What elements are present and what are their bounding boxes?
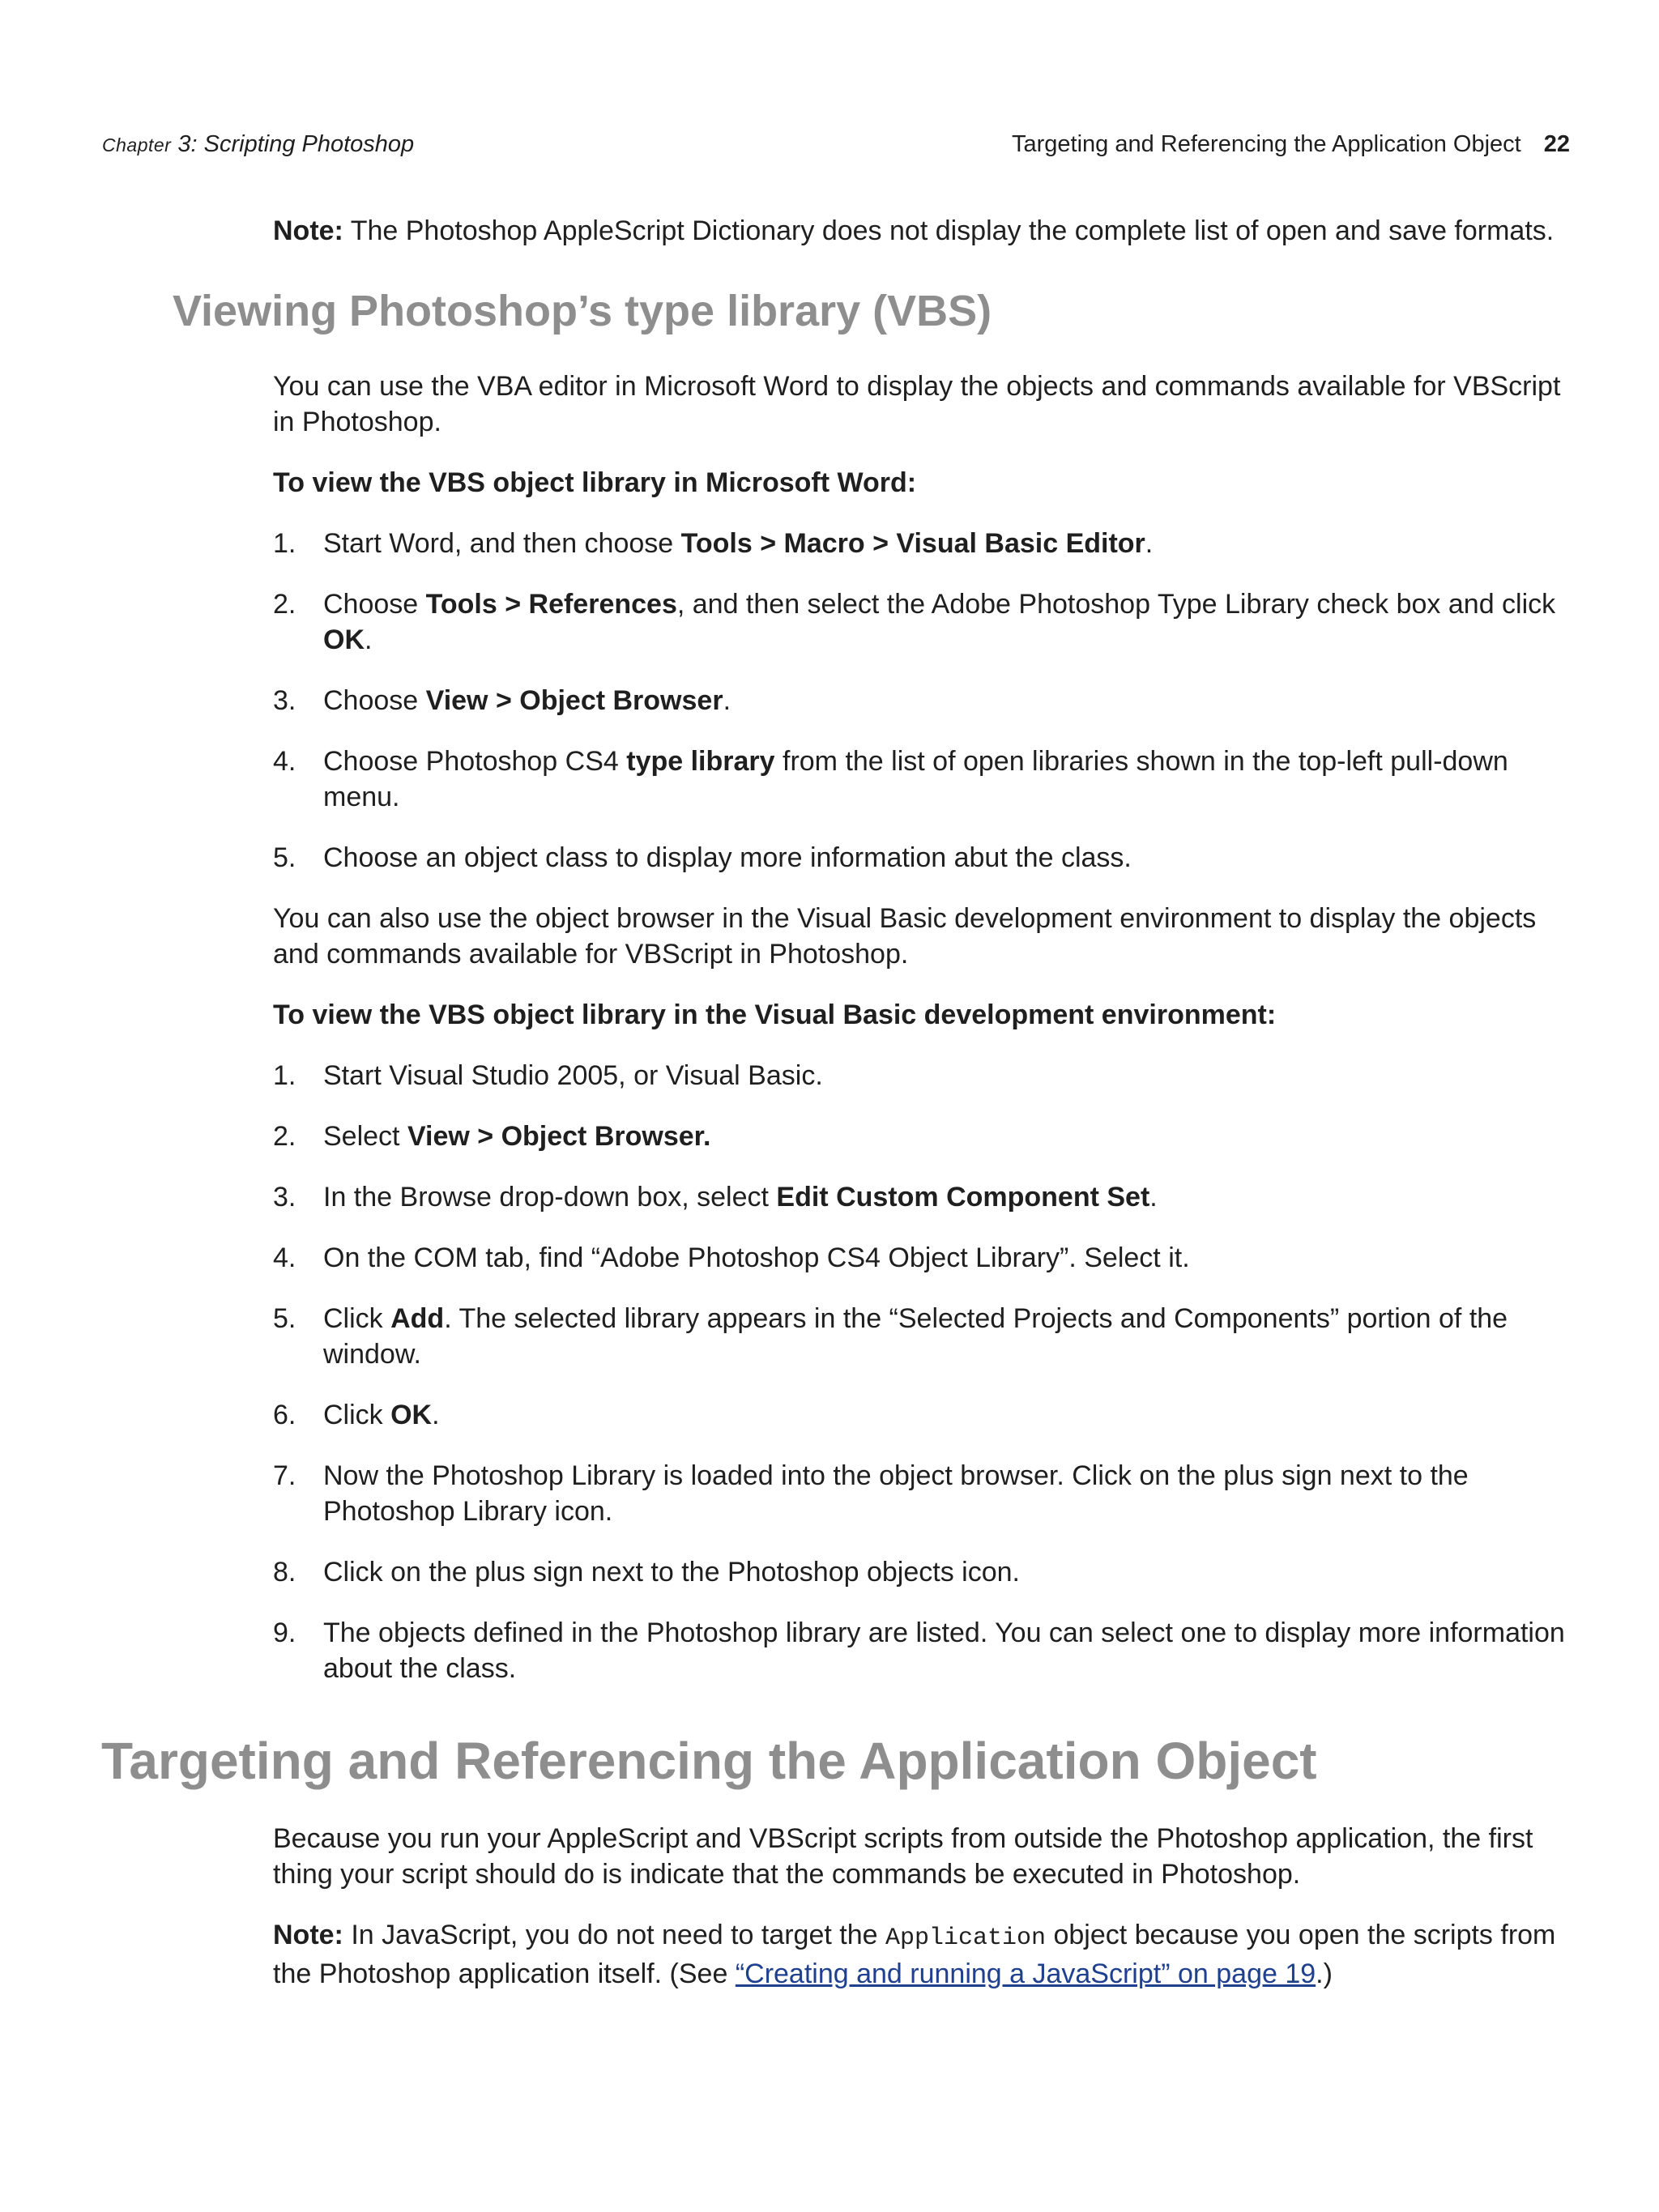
note-dictionary <box>273 213 1573 249</box>
note-text-after: .) <box>1316 1958 1333 1989</box>
step-text: Choose an object class to display more information abut the class. <box>323 842 1132 873</box>
running-header-chapter <box>102 128 414 161</box>
step-text: from the list of open libraries shown in the top-left pull-down menu. <box>323 746 1508 812</box>
list-item <box>273 1301 1573 1372</box>
step-number: 5. <box>273 842 296 873</box>
procedure-heading-word: To view the VBS object library in Microsoft Word: <box>273 467 917 498</box>
step-number: 4. <box>273 1242 296 1273</box>
list-item <box>273 1397 1573 1433</box>
step-number: 9. <box>273 1617 296 1648</box>
step-number: 6. <box>273 1400 296 1430</box>
steps-word <box>273 526 1573 876</box>
step-emphasis: Tools > References <box>425 589 677 620</box>
step-number: 2. <box>273 1121 296 1152</box>
page-header <box>102 128 1570 160</box>
step-text: . <box>1149 1182 1158 1213</box>
step-emphasis: type library <box>626 746 775 777</box>
note-text: The Photoshop AppleScript Dictionary does not display the complete list of open and save formats. <box>343 215 1555 246</box>
step-text: Now the Photoshop Library is loaded into the object browser. Click on the plus sign next to the Photoshop Library icon. <box>323 1460 1469 1527</box>
header-section-title: Targeting and Referencing the Application Object <box>1011 131 1521 157</box>
list-item <box>273 1240 1573 1276</box>
step-text: Click on the plus sign next to the Photoshop objects icon. <box>323 1557 1020 1588</box>
step-text: Choose Photoshop CS4 <box>323 746 627 777</box>
chapter-prefix: Chapter <box>102 134 172 156</box>
targeting-para: Because you run your AppleScript and VBScript scripts from outside the Photoshop application, the first thing your script should do is indicate that the commands be executed in Photoshop. <box>273 1823 1533 1890</box>
step-text: The objects defined in the Photoshop library are listed. You can select one to display more information about the class. <box>323 1617 1565 1684</box>
section-heading-targeting: Targeting and Referencing the Application Object <box>101 1732 1317 1790</box>
step-text: . The selected library appears in the “Selected Projects and Components” portion of the window. <box>323 1303 1508 1370</box>
list-item <box>273 1458 1573 1529</box>
list-item <box>273 526 1573 561</box>
list-item <box>273 1119 1573 1154</box>
step-text: . <box>365 624 373 655</box>
step-number: 3. <box>273 1182 296 1213</box>
step-emphasis: View > Object Browser. <box>407 1121 711 1152</box>
list-item <box>273 1179 1573 1215</box>
step-text: Click <box>323 1303 391 1334</box>
step-emphasis: Add <box>390 1303 445 1334</box>
step-number: 3. <box>273 685 296 716</box>
step-number: 7. <box>273 1460 296 1491</box>
step-text: Start Word, and then choose <box>323 528 681 559</box>
step-text: Choose <box>323 685 426 716</box>
step-number: 8. <box>273 1557 296 1588</box>
vbs-middle-para: You can also use the object browser in the Visual Basic development environment to display the objects and commands available for VBScript in Photoshop. <box>273 903 1537 970</box>
step-text: Start Visual Studio 2005, or Visual Basic. <box>323 1060 823 1091</box>
note-javascript <box>273 1917 1573 1992</box>
step-number: 1. <box>273 1060 296 1091</box>
step-text: , and then select the Adobe Photoshop Type Library check box and click <box>676 589 1556 620</box>
step-number: 1. <box>273 528 296 559</box>
list-item <box>273 1058 1573 1093</box>
step-emphasis: Tools > Macro > Visual Basic Editor <box>680 528 1145 559</box>
step-emphasis: OK <box>390 1400 433 1430</box>
list-item <box>273 840 1573 876</box>
list-item <box>273 744 1573 815</box>
step-number: 5. <box>273 1303 296 1334</box>
vbs-intro: You can use the VBA editor in Microsoft Word to display the objects and commands available for VBScript in Photoshop. <box>273 371 1561 437</box>
section-heading-vbs: Viewing Photoshop’s type library (VBS) <box>173 287 992 335</box>
step-text: On the COM tab, find “Adobe Photoshop CS4 Object Library”. Select it. <box>323 1242 1190 1273</box>
running-header-section <box>1012 128 1570 160</box>
code-application: Application <box>885 1924 1047 1952</box>
step-text: Select <box>323 1121 407 1152</box>
list-item <box>273 683 1573 718</box>
step-emphasis: OK <box>323 624 365 655</box>
step-emphasis: View > Object Browser <box>425 685 723 716</box>
step-number: 4. <box>273 746 296 777</box>
note-text-middle: object because you open the scripts from the Photoshop application itself. (See <box>273 1920 1556 1989</box>
step-emphasis: Edit Custom Component Set <box>776 1182 1150 1213</box>
chapter-title: 3: Scripting Photoshop <box>171 131 415 157</box>
list-item <box>273 1615 1573 1686</box>
step-text: Click <box>323 1400 391 1430</box>
step-text: Choose <box>323 589 426 620</box>
step-text: In the Browse drop-down box, select <box>323 1182 777 1213</box>
note-label: Note: <box>273 215 343 246</box>
note-text-before: In JavaScript, you do not need to target the <box>343 1920 885 1950</box>
list-item <box>273 1554 1573 1590</box>
procedure-heading-vb-env: To view the VBS object library in the Visual Basic development environment: <box>273 999 1277 1030</box>
step-number: 2. <box>273 589 296 620</box>
page-number: 22 <box>1543 131 1570 157</box>
cross-reference-link[interactable]: “Creating and running a JavaScript” on page 19 <box>735 1958 1316 1989</box>
note-label: Note: <box>273 1920 343 1950</box>
step-text: . <box>1145 528 1154 559</box>
list-item <box>273 586 1573 658</box>
step-text: . <box>723 685 731 716</box>
steps-vb-env <box>273 1058 1573 1686</box>
page-content <box>101 213 1573 2017</box>
step-text: . <box>432 1400 440 1430</box>
